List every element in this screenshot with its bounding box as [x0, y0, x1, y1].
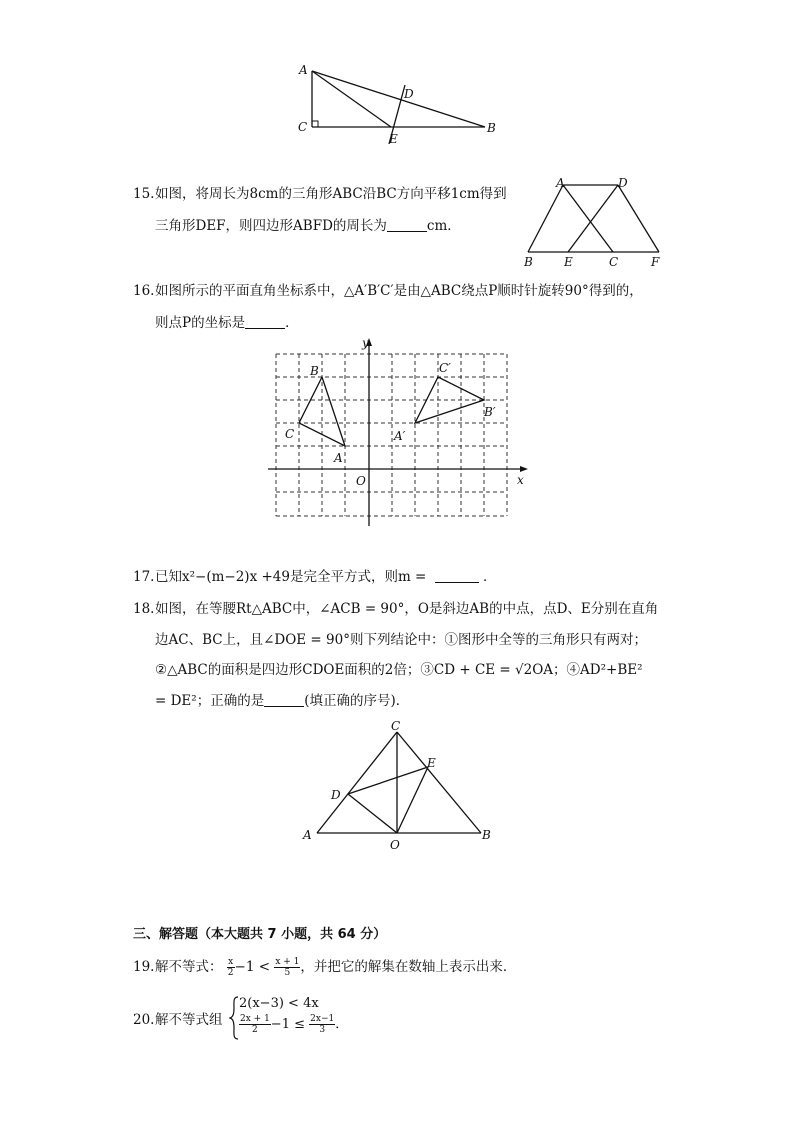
question-16	[133, 281, 643, 301]
question-15	[133, 184, 507, 204]
label-e: E	[389, 132, 398, 146]
question-text: 如图，将周长为8cm的三角形ABC沿BC方向平移1cm得到	[155, 186, 507, 202]
grid	[276, 354, 507, 516]
label-c: C	[298, 120, 308, 134]
question-text: 如图，在等腰Rt△ABC中，∠ACB = 90°，O是斜边AB的中点，点D、E分别在直角	[155, 601, 659, 617]
label-c: C	[285, 427, 295, 441]
question-text: ．	[285, 315, 299, 331]
question-number: 17.	[133, 569, 155, 585]
label-a: A	[556, 176, 565, 190]
fraction: $\frac{x}{2}$	[227, 957, 234, 978]
question-text: 解不等式：	[155, 959, 223, 975]
question-number: 20.	[133, 1012, 155, 1028]
question-text: 已知x²−(m−2)x +49是完全平方式，则m =	[155, 569, 427, 585]
fraction: $\frac{2x-1}{3}$	[310, 1014, 335, 1035]
label-f: F	[651, 255, 660, 269]
question-18-line2	[155, 630, 647, 650]
label-b-prime: B′	[484, 405, 496, 419]
brace-icon	[229, 996, 239, 1040]
label-b: B	[524, 255, 533, 269]
question-18-line3	[155, 660, 643, 680]
question-15-line2	[155, 216, 461, 236]
question-text: (填正确的序号)．	[304, 693, 410, 709]
label-b: B	[482, 828, 491, 842]
section-title: 三、解答题（本大题共 7 小题，共 64 分）	[133, 927, 387, 942]
figure-q18	[296, 714, 500, 854]
label-e: E	[427, 756, 436, 770]
figure-q14	[290, 58, 510, 153]
question-16-line2	[155, 313, 299, 333]
fraction: $\frac{x + 1}{5}$	[275, 957, 300, 978]
label-a: A	[334, 451, 343, 465]
question-17	[133, 567, 496, 587]
question-text: 边AC、BC上，且∠DOE = 90°则下列结论中：①图形中全等的三角形只有两对；	[155, 632, 647, 648]
question-text: 解不等式组	[155, 1012, 223, 1028]
label-c: C	[391, 719, 401, 733]
system-row-2: $\frac{2x + 1}{2}$ −1 ≤ $\frac{2x-1}{3}$ ．	[240, 1014, 349, 1035]
figure-q15	[518, 172, 668, 270]
label-c: C	[609, 255, 619, 269]
question-18-line4	[155, 691, 409, 711]
question-text: ，并把它的解集在数轴上表示出来．	[300, 959, 517, 975]
label-e: E	[564, 255, 573, 269]
question-text: cm．	[426, 218, 461, 234]
answer-blank	[435, 568, 479, 583]
system-row-1: 2(x−3) < 4x	[239, 996, 319, 1011]
question-number: 18.	[133, 601, 155, 617]
question-18	[133, 599, 658, 619]
question-text: −1 <	[234, 959, 271, 975]
label-b: B	[310, 364, 319, 378]
label-d: D	[331, 788, 341, 802]
question-text: ②△ABC的面积是四边形CDOE面积的2倍；③CD + CE = √2OA；④AD²+BE²	[155, 662, 643, 678]
label-a: A	[303, 828, 312, 842]
label-y: y	[362, 336, 369, 350]
question-number: 15.	[133, 186, 155, 202]
question-19	[133, 954, 516, 980]
label-x: x	[517, 473, 524, 487]
label-c-prime: C′	[439, 361, 451, 375]
question-text: 三角形DEF，则四边形ABFD的周长为	[155, 218, 387, 234]
question-20	[133, 1010, 223, 1030]
label-d: D	[618, 176, 628, 190]
label-o: O	[356, 474, 366, 488]
figure-q16-coordinate-grid	[262, 334, 534, 532]
x-axis-arrow-icon	[520, 466, 528, 472]
question-text: = DE²；正确的是	[155, 693, 265, 709]
answer-blank	[264, 692, 304, 707]
question-number: 16.	[133, 283, 155, 299]
question-text: 如图所示的平面直角坐标系中，△A′B′C′是由△ABC绕点P顺时针旋转90°得到的，	[155, 283, 643, 299]
question-text: 则点P的坐标是	[155, 315, 246, 331]
answer-blank	[387, 217, 427, 232]
question-text: ．	[482, 569, 497, 585]
question-number: 19.	[133, 959, 155, 975]
answer-blank	[245, 314, 285, 329]
fraction: $\frac{2x + 1}{2}$	[240, 1014, 270, 1035]
label-d: D	[404, 87, 414, 101]
label-a-prime: A′	[394, 429, 406, 443]
label-b: B	[487, 121, 496, 135]
label-o: O	[390, 838, 400, 852]
label-a: A	[299, 63, 308, 77]
